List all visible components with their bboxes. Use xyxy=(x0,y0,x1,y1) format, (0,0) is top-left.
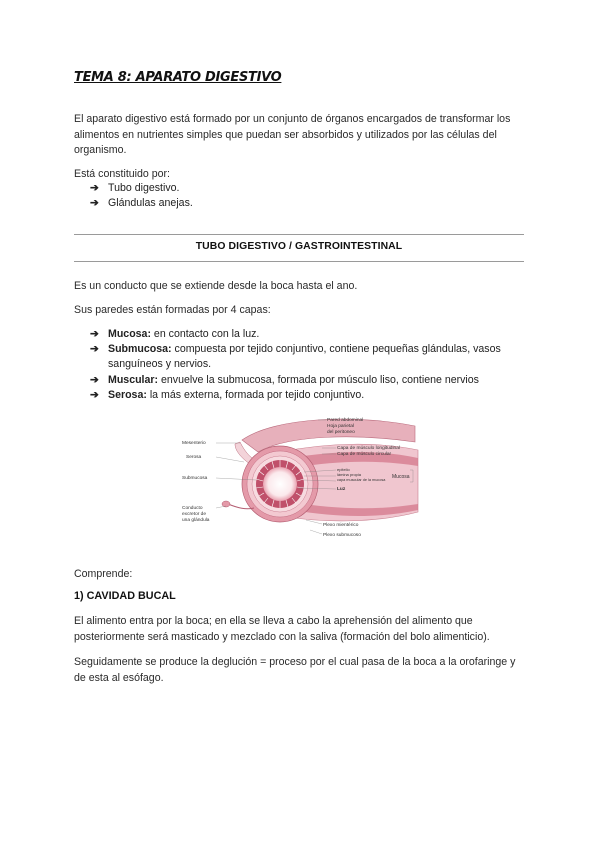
constituents-list xyxy=(90,181,530,211)
label-mesenterio: Mesenterio xyxy=(182,441,206,446)
lumen xyxy=(263,467,297,501)
intro-paragraph: El aparato digestivo está formado por un conjunto de órganos encargados de transformar los alimentos en nutrientes simples que puedan ser absorbidos y utilizados por las células del organismo. xyxy=(74,113,511,156)
comprende-text: Comprende: xyxy=(74,568,133,580)
label-submucosa: Submucosa xyxy=(182,476,208,481)
conduct-paragraph: Es un conducto que se extiende desde la boca hasta el ano. xyxy=(74,280,358,292)
list-item: ➔ Serosa: la más externa, formada por tejido conjuntivo. xyxy=(90,388,530,403)
label-plexo-submucoso: Plexo submucoso xyxy=(323,533,361,538)
label-plexo-mienterico: Plexo mientérico xyxy=(323,523,359,528)
arrow-icon: ➔ xyxy=(90,197,99,210)
page-title: TEMA 8: APARATO DIGESTIVO xyxy=(74,70,282,85)
section-heading: TUBO DIGESTIVO / GASTROINTESTINAL xyxy=(195,241,403,252)
label-capa-longitudinal: Capa de músculo longitudinal xyxy=(337,446,400,451)
label-muscular-mucosa: capa muscular de la mucosa xyxy=(337,478,386,482)
deglucion-paragraph: Seguidamente se produce la deglución = proceso por el cual pasa de la boca a la orofaringe y de esta al esófago. xyxy=(74,656,516,684)
list-item: ➔ Muscular: envuelve la submucosa, formada por músculo liso, contiene nervios xyxy=(90,373,530,388)
subsection-heading: 1) CAVIDAD BUCAL xyxy=(74,590,176,602)
arrow-icon: ➔ xyxy=(90,343,99,356)
list-item: ➔ Mucosa: en contacto con la luz. xyxy=(90,327,530,342)
label-pared-abdominal: Pared abdominal xyxy=(327,418,364,423)
walls-intro-paragraph: Sus paredes están formadas por 4 capas: xyxy=(74,304,271,316)
label-conducto: Conducto xyxy=(182,506,203,511)
layers-list xyxy=(90,327,530,403)
list-item: ➔ Submucosa: compuesta por tejido conjuntivo, contiene pequeñas glándulas, vasos sanguíneos y nervios. xyxy=(90,343,501,371)
arrow-icon: ➔ xyxy=(90,373,99,386)
label-capa-circular: Capa de músculo circular xyxy=(337,452,392,457)
label-mucosa: Mucosa xyxy=(392,474,410,480)
cavidad-paragraph: El alimento entra por la boca; en ella se lleva a cabo la aprehensión del alimento que posteriormente será masticado y mezclado con la saliva (formación del bolo alimenticio). xyxy=(74,615,490,643)
arrow-icon: ➔ xyxy=(90,328,99,340)
intestine-diagram xyxy=(180,412,420,544)
section-rule-top xyxy=(74,234,524,235)
list-item: ➔ Tubo digestivo. xyxy=(90,181,530,196)
label-glandula: una glándula xyxy=(182,518,210,523)
label-epitelio: epitelio xyxy=(337,467,350,472)
label-hoja-parietal: Hoja parietal xyxy=(327,424,354,429)
label-serosa: Serosa xyxy=(186,455,202,460)
label-luz: Luz xyxy=(337,487,346,492)
section-rule-bottom xyxy=(74,261,524,262)
constituted-by-text: Está constituido por: xyxy=(74,168,170,180)
label-lamina-propia: lámina propia xyxy=(337,472,362,477)
list-item: ➔ Glándulas anejas. xyxy=(90,196,530,211)
label-del-peritoneo: del peritoneo xyxy=(327,430,355,435)
arrow-icon: ➔ xyxy=(90,182,99,194)
arrow-icon: ➔ xyxy=(90,388,99,401)
label-excretor: excretor de xyxy=(182,512,206,517)
